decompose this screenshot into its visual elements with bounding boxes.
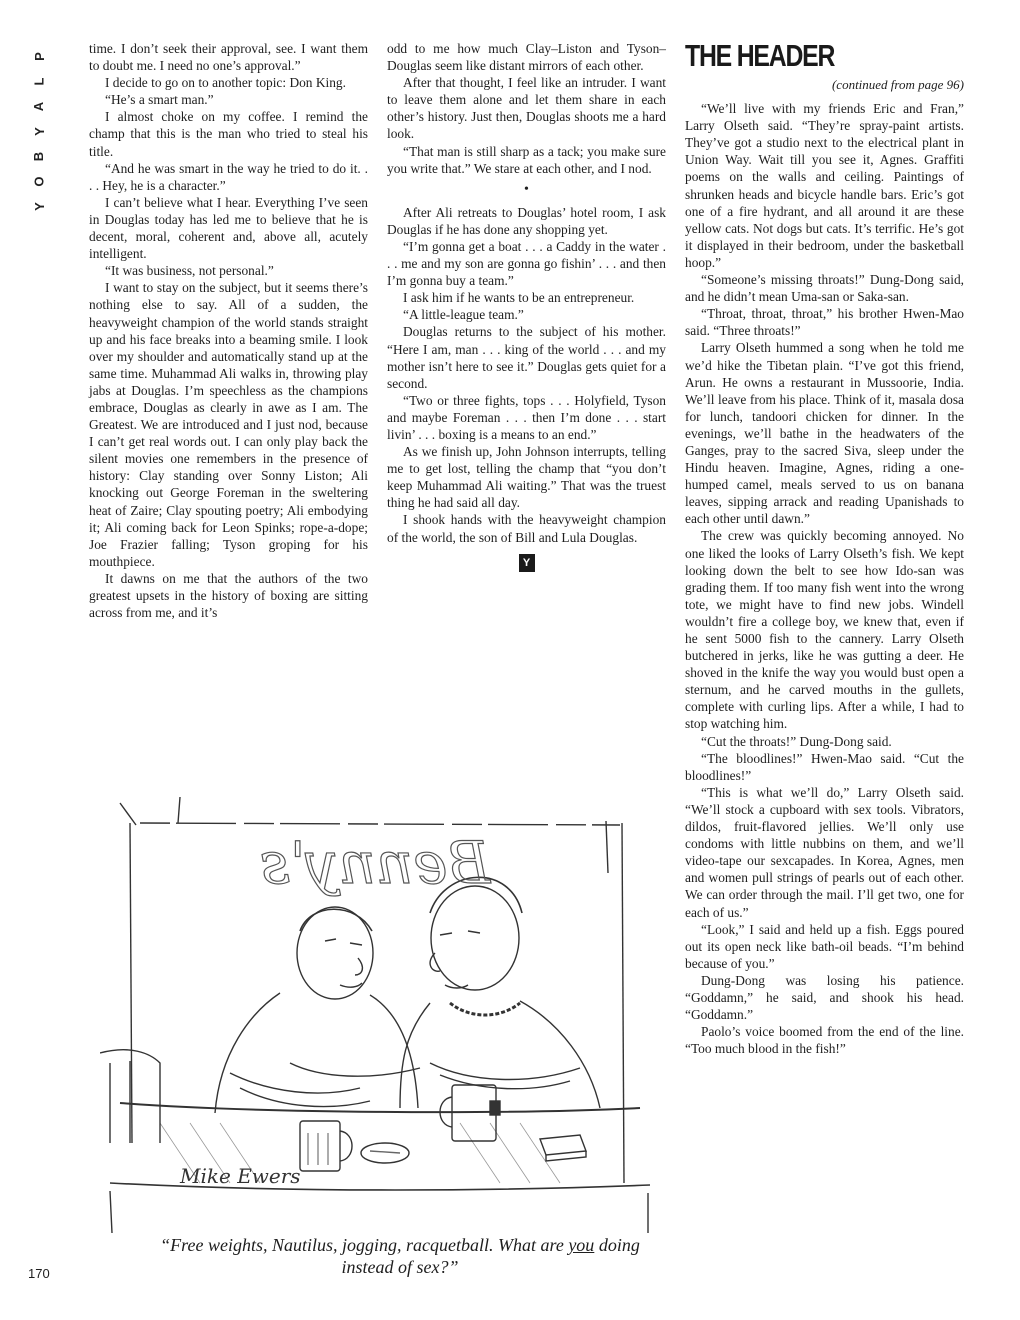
magazine-letter: L	[31, 77, 47, 86]
magazine-letter: Y	[31, 127, 47, 136]
cartoon	[100, 763, 660, 1233]
paragraph: “He’s a smart man.”	[105, 92, 214, 108]
paragraph: Douglas returns to the subject of his mother. “Here I am, man . . . king of the world . . . and my mother isn’t here to see it.” Douglas gets quiet for a second.	[387, 324, 666, 391]
section-break: •	[524, 181, 529, 197]
paragraph: “It was business, not personal.”	[105, 263, 274, 279]
paragraph: The crew was quickly becoming annoyed. No one liked the looks of Larry Olseth’s fish. We kept looking down the belt to see how Ido-san was grading them. If too many fish went into the wrong tote, we might have to find new jobs. Windell wouldn’t fire a college boy, we knew that, even if he sent 5000 fish to the cannery. Larry Olseth butchered in jerks, like he was gutting a deer. He shoved in the knife the way you would bust open a sternum, and he carved mouths in the gullets, complete with curling lips. After a while, I had to stop watching him.	[685, 528, 964, 732]
page-number: 170	[28, 1266, 50, 1281]
paragraph: I almost choke on my coffee. I remind the champ that this is the man who tried to steal his title.	[89, 109, 368, 159]
paragraph: “Throat, throat, throat,” his brother Hwen-Mao said. “Three throats!”	[685, 306, 964, 339]
paragraph: After Ali retreats to Douglas’ hotel room, I ask Douglas if he has done any shopping yet.	[387, 204, 666, 237]
paragraph: “Someone’s missing throats!” Dung-Dong said, and he didn’t mean Uma-san or Saka-san.	[685, 272, 964, 305]
paragraph: time. I don’t seek their approval, see. I want them to doubt me. I need no one’s approval.”	[89, 41, 368, 74]
paragraph: “And he was smart in the way he tried to do it. . . . Hey, he is a character.”	[89, 160, 368, 193]
cartoonist-signature: Mike Ewers	[180, 1164, 301, 1188]
window-sign-text: Benny's	[259, 829, 491, 897]
caption-underlined-word: you	[568, 1235, 595, 1255]
paragraph: I can’t believe what I hear. Everything I’ve seen in Douglas today has led me to believe that he is decent, moral, coherent and, above all, acutely intelligent.	[89, 194, 368, 262]
magazine-letter: Y	[31, 202, 47, 211]
paragraph: I ask him if he wants to be an entrepreneur.	[403, 290, 635, 306]
magazine-letter: P	[31, 52, 47, 61]
paragraph: “We’ll live with my friends Eric and Fran,” Larry Olseth said. “They’re spray-paint artists. They’ve got a studio next to the electrical plant in Union Way. Wait till you see it, Agnes. Graffiti poems on the walls and ceiling. Paintings of shrunken heads and bicycle handle bars. Eric’s got one of a fire hydrant, and all around it are these yellow cats. Not dogs but cats. It’s terrific. He’s got it displayed in their bedroom, under the basketball hoop.”	[685, 101, 964, 270]
article-column-2	[387, 40, 666, 572]
continued-note: (continued from page 96)	[831, 77, 964, 92]
paragraph: It dawns on me that the authors of the two greatest upsets in the history of boxing are sitting across from me, and it’s	[89, 570, 368, 621]
paragraph: “This is what we’ll do,” Larry Olseth said. “We’ll stock a cupboard with sex tools. Vibrators, dildos, fruit-flavored jellies. We’ll only use condoms with little nubbins on them, and we’ll video-tape our sexcapades. In Korea, Agnes, men and women pull strings of pearls out of each other. We can order through the mail. I’ll get two, one for each of us.”	[685, 784, 964, 920]
paragraph: I shook hands with the heavyweight champion of the world, the son of Bill and Lula Douglas.	[387, 512, 666, 545]
paragraph: As we finish up, John Johnson interrupts, telling me to get lost, telling the champ that “you don’t keep Muhammad Ali waiting.” That was the truest thing he had said all day.	[387, 444, 666, 511]
magazine-letter: B	[31, 151, 47, 162]
paragraph: “A little-league team.”	[403, 307, 524, 323]
cartoon-caption	[140, 1234, 660, 1278]
magazine-name-vertical	[28, 44, 50, 219]
cartoon-drawing	[100, 763, 660, 1233]
caption-part-2: doing instead of sex?”	[341, 1235, 640, 1277]
paragraph: odd to me how much Clay–Liston and Tyson–Douglas seem like distant mirrors of each other.	[387, 41, 666, 74]
paragraph: Paolo’s voice boomed from the end of the line. “Too much blood in the fish!”	[685, 1024, 964, 1057]
paragraph: “That man is still sharp as a tack; you make sure you write that.” We stare at each other, and I nod.	[387, 143, 666, 176]
end-mark-icon: Y	[519, 554, 535, 572]
article-column-1	[89, 40, 368, 621]
paragraph: I want to stay on the subject, but it seems there’s nothing else to say. All of a sudden, the heavyweight champion of the world stands straight up and his face breaks into a beaming smile. I look over my shoulder and automatically stand up at the same time. Muhammad Ali walks in, throwing play jabs at Douglas. I’m speechless as the champions embrace, Douglas as clearly in awe as I am. The Greatest. We are introduced and I just nod, because I can’t get real words out. I can only play back the silent movies one remembers in the presence of history: Clay standing over Sonny Liston; Ali knocking out George Foreman in the sweltering heat of Zaire; Clay spouting poetry; Ali embodying it; Ali coming back for Leon Spinks; rope-a-dope; Joe Frazier falling; Tyson groping for his mouthpiece.	[89, 280, 368, 569]
magazine-letter: A	[31, 101, 47, 112]
paragraph: After that thought, I feel like an intruder. I want to leave them alone and let them share in each other’s history. Just then, Douglas shoots me a hard look.	[387, 75, 666, 142]
paragraph: “The bloodlines!” Hwen-Mao said. “Cut the bloodlines!”	[685, 750, 964, 783]
paragraph: “Look,” I said and held up a fish. Eggs poured out its open neck like bath-oil beads. “I’m behind because of you.”	[685, 921, 964, 971]
paragraph: “I’m gonna get a boat . . . a Caddy in the water . . . me and my son are gonna go fishin’ . . . and then I’m gonna buy a team.”	[387, 238, 666, 289]
article-column-3	[685, 40, 964, 1057]
story-title: THE HEADER	[685, 38, 835, 73]
caption-part-1: “Free weights, Nautilus, jogging, racquetball. What are	[160, 1235, 569, 1255]
paragraph: Larry Olseth hummed a song when he told me we’d hike the Tibetan plain. “I’ve got this friend, Arun. He owns a restaurant in Mussoorie, India. We’ll leave from his place. Think of it, masala dosa for lunch, tandoori chicken for dinner. In the evenings, we’ll bathe in the headwaters of the Ganges, pray to the sacred Siva, sleep under the Hindu heaven. Imagine, Agnes, riding a one-humped camel, meals served to us on banana leaves, sipping arrack and reading Upanishads to each other until dawn.”	[685, 340, 964, 527]
paragraph: I decide to go on to another topic: Don King.	[105, 75, 346, 91]
paragraph: Dung-Dong was losing his patience. “Goddamn,” he said, and shook his head. “Goddamn.”	[685, 972, 964, 1023]
paragraph: “Two or three fights, tops . . . Holyfield, Tyson and maybe Foreman . . . then I’m done . . . start livin’ . . . boxing is a means to an end.”	[387, 392, 666, 442]
magazine-letter: O	[31, 176, 47, 187]
paragraph: “Cut the throats!” Dung-Dong said.	[701, 733, 892, 749]
